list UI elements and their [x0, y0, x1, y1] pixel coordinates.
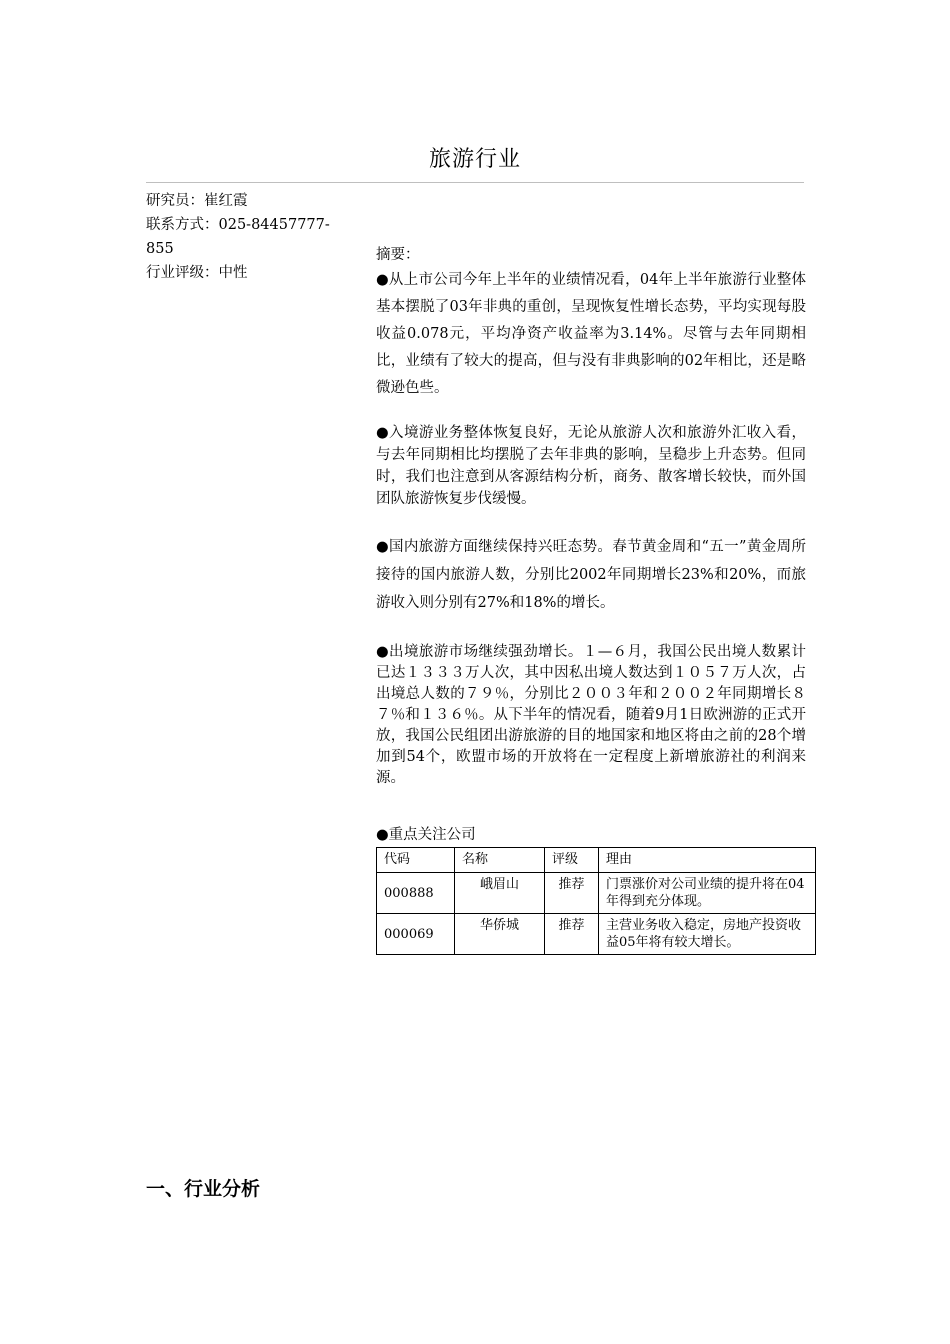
company-reason: 主营业务收入稳定，房地产投资收益05年将有较大增长。	[599, 914, 816, 955]
abstract-paragraph-earnings: ●从上市公司今年上半年的业绩情况看，04年上半年旅游行业整体基本摆脱了03年非典的重创，呈现恢复性增长态势，平均实现每股收益0.078元，平均净资产收益率为3.14%。尽管与去年同期相比，业绩有了较大的提高，但与没有非典影响的02年相比，还是略微逊色些。	[376, 272, 806, 396]
contact-line: 联系方式：025-84457777-855	[146, 217, 330, 257]
abstract-paragraph-inbound: ●入境游业务整体恢复良好，无论从旅游人次和旅游外汇收入看，与去年同期相比均摆脱了去年非典的影响，呈稳步上升态势。但同时，我们也注意到从客源结构分析，商务、散客增长较快，而外国团队旅游恢复步伐缓慢。	[376, 425, 806, 507]
abstract-label: 摘要：	[376, 247, 420, 263]
section-heading: 一、行业分析	[146, 1178, 261, 1200]
title-divider	[146, 182, 804, 183]
company-reason: 门票涨价对公司业绩的提升将在04年得到充分体现。	[599, 873, 816, 914]
researcher-line: 研究员：崔红霞	[146, 193, 248, 209]
company-rating: 推荐	[545, 914, 599, 955]
focus-companies-title: ●重点关注公司	[376, 827, 476, 843]
focus-companies-table	[376, 847, 816, 955]
header-reason: 理由	[599, 848, 816, 873]
table-header-row	[377, 848, 816, 873]
abstract-paragraph-outbound: ●出境旅游市场继续强劲增长。１—６月，我国公民出境人数累计已达１３３３万人次，其中因私出境人数达到１０５７万人次，占出境总人数的７９％，分别比２００３年和２００２年同期增长８７％和１３６％。从下半年的情况看，随着9月1日欧洲游的正式开放，我国公民组团出游旅游的目的地国家和地区将由之前的28个增加到54个，欧盟市场的开放将在一定程度上新增旅游社的利润来源。	[376, 644, 806, 786]
header-name: 名称	[455, 848, 545, 873]
company-rating: 推荐	[545, 873, 599, 914]
table-row	[377, 873, 816, 914]
company-code: 000888	[377, 873, 455, 914]
company-name: 峨眉山	[455, 873, 545, 914]
abstract-section	[376, 243, 806, 789]
company-name: 华侨城	[455, 914, 545, 955]
abstract-paragraph-domestic: ●国内旅游方面继续保持兴旺态势。春节黄金周和“五一”黄金周所接待的国内旅游人数，分别比2002年同期增长23%和20%，而旅游收入则分别有27%和18%的增长。	[376, 539, 806, 611]
company-code: 000069	[377, 914, 455, 955]
report-meta	[146, 189, 351, 285]
table-row	[377, 914, 816, 955]
header-rating: 评级	[545, 848, 599, 873]
rating-line: 行业评级：中性	[146, 265, 248, 281]
document-title: 旅游行业	[428, 147, 521, 172]
header-code: 代码	[377, 848, 455, 873]
